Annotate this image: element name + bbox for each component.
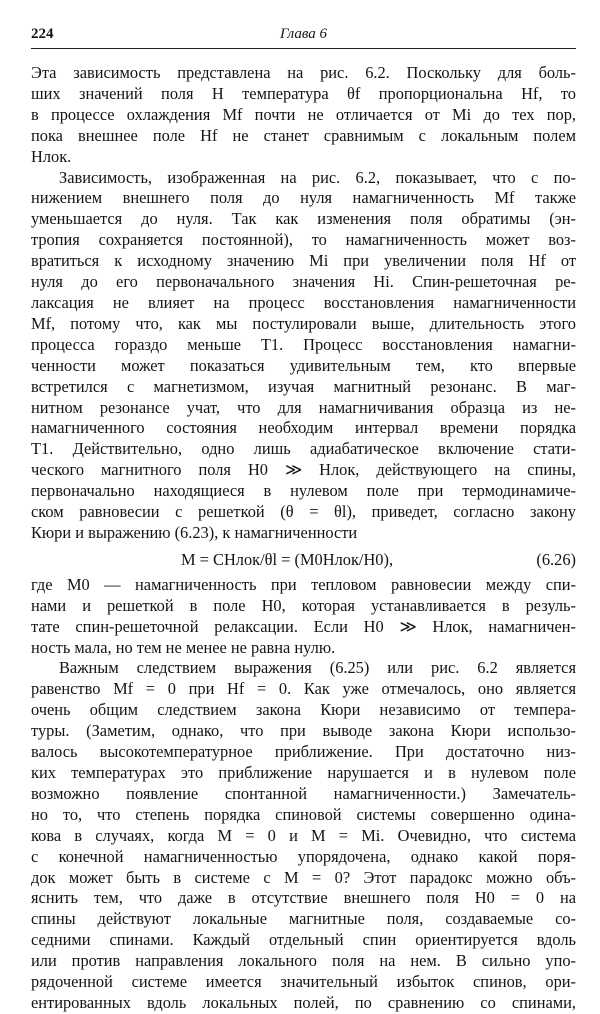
text-line: ческого магнитного поля H0 ≫ Hлок, действующего на спины,	[31, 460, 576, 480]
text-line: ском равновесии с решеткой (θ = θl), приведет, согласно закону	[31, 502, 576, 522]
text-line: Hлок.	[31, 146, 72, 166]
body-text	[31, 63, 576, 1014]
text-line: ность мала, но тем не менее не равна нулю.	[31, 637, 336, 657]
text-line: тропия сохраняется постоянной), то намагниченность может воз-	[31, 230, 576, 250]
text-line: первоначально находящиеся в нулевом поле при термодинамиче-	[31, 481, 576, 501]
text-line: туры. (Заметим, однако, что при выводе закона Кюри использо-	[31, 721, 576, 741]
text-line: равенство Mf = 0 при Hf = 0. Как уже отмечалось, оно является	[31, 679, 576, 699]
text-line: Mf, потому что, как мы постулировали выше, длительность этого	[31, 313, 576, 333]
text-line: нуля до его первоначального значения Hi. Спин-решеточная ре-	[31, 272, 576, 292]
text-line: рядоченной системе имеется значительный избыток спинов, ори-	[31, 972, 576, 992]
text-line: где M0 — намагниченность при тепловом равновесии между спи-	[31, 574, 576, 594]
equation-number: (6.26)	[536, 549, 576, 569]
text-line: но то, что степень порядка спиновой системы совершенно одина-	[31, 804, 576, 824]
text-line: нами и решеткой в поле H0, которая устанавливается в резуль-	[31, 595, 576, 615]
text-line: яснить тем, что даже в отсутствие внешнего поля H0 = 0 на	[31, 888, 576, 908]
text-line: седними спинами. Каждый отдельный спин ориентируется вдоль	[31, 930, 576, 950]
text-line: кова в случаях, когда M = 0 и M = Mi. Очевидно, что система	[31, 825, 576, 845]
text-line: тате спин-решеточной релаксации. Если H0 ≫ Hлок, намагничен-	[31, 616, 576, 636]
text-line: Эта зависимость представлена на рис. 6.2. Поскольку для боль-	[31, 63, 576, 82]
text-line: встретился с магнетизмом, изучая магнитный резонанс. В маг-	[31, 376, 576, 396]
text-line: или против направления локального поля на нем. В сильно упо-	[31, 951, 576, 971]
text-line: спины действуют локальные магнитные поля, создаваемые со-	[31, 909, 576, 929]
equation-expression: M = CHлок/θl = (M0Hлок/H0),	[181, 549, 394, 569]
text-line: валось высокотемпературное приближение. При достаточно низ-	[31, 742, 576, 762]
text-line: в процессе охлаждения Mf почти не отличается от Mi до тех пор,	[31, 104, 576, 124]
text-line: с конечной намагниченностью упорядочена, однако какой поря-	[31, 846, 576, 866]
text-line: док может быть в системе с M = 0? Этот парадокс можно объ-	[31, 867, 576, 887]
text-line: ких температурах это приближение нарушается и в нулевом поле	[31, 763, 576, 782]
text-line: уменьшается до нуля. Так как изменения поля обратимы (эн-	[31, 209, 576, 229]
text-line: ентированных вдоль локальных полей, по сравнению со спинами,	[31, 992, 576, 1012]
text-line: лаксация не влияет на процесс восстановления намагниченности	[31, 292, 576, 312]
text-line: процесса гораздо меньше T1. Процесс восстановления намагни-	[31, 334, 576, 354]
text-line: нитном резонансе учат, что для намагничивания образца из не-	[31, 397, 576, 417]
text-line: намагниченного состояния необходим интервал времени порядка	[31, 418, 576, 438]
text-line: вратиться к исходному значению Mi при увеличении поля Hf от	[31, 251, 576, 271]
chapter-title: Глава 6	[279, 26, 328, 42]
page-header	[31, 26, 576, 48]
text-line: возможно появление спонтанной намагниченности.) Замечатель-	[31, 783, 576, 803]
text-line: очень общим следствием закона Кюри независимо от темпера-	[31, 700, 576, 720]
text-block-1	[31, 63, 576, 544]
text-line: Кюри и выражению (6.23), к намагниченности	[31, 522, 358, 542]
text-line: пока внешнее поле Hf не станет сравнимым с локальным полем	[31, 125, 576, 145]
text-line: Зависимость, изображенная на рис. 6.2, показывает, что с по-	[59, 167, 576, 187]
text-line: ченности может показаться удивительным тем, кто впервые	[31, 355, 576, 375]
page-number: 224	[31, 26, 54, 42]
equation-6-26	[31, 544, 576, 575]
text-line: нижением внешнего поля до нуля намагниченность Mf также	[31, 188, 576, 208]
text-line: ших значений поля H температура θf пропорциональна Hf, то	[31, 83, 576, 103]
text-line: T1. Действительно, одно лишь адиабатическое включение стати-	[31, 439, 576, 459]
text-block-2	[31, 575, 576, 1014]
text-line: Важным следствием выражения (6.25) или рис. 6.2 является	[59, 658, 576, 678]
header-rule	[31, 48, 576, 49]
